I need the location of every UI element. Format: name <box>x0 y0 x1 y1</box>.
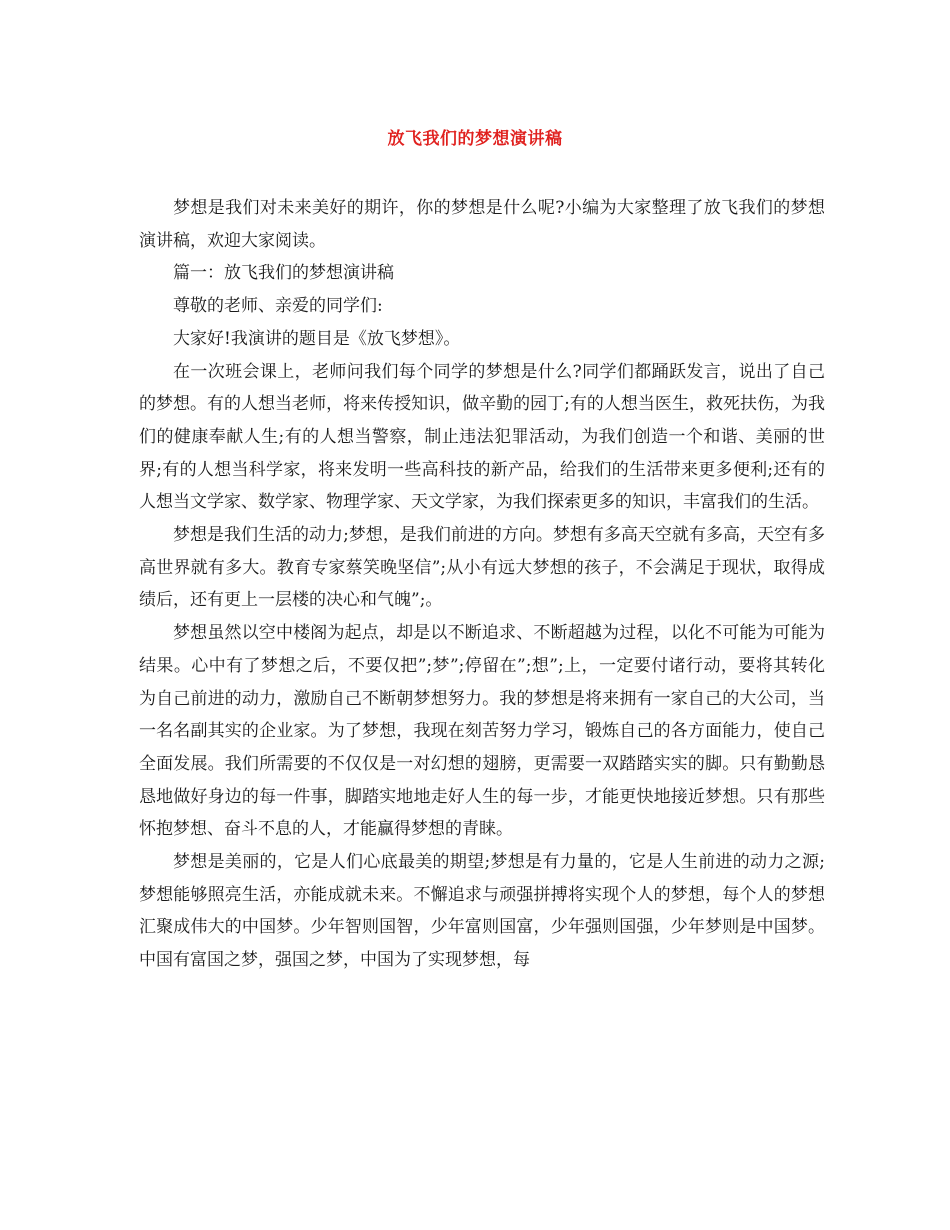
paragraph: 梦想是我们对未来美好的期许，你的梦想是什么呢?小编为大家整理了放飞我们的梦想演讲稿，欢迎大家阅读。 <box>139 198 825 251</box>
paragraph: 梦想虽然以空中楼阁为起点，却是以不断追求、不断超越为过程，以化不可能为可能为结果。心中有了梦想之后，不要仅把”;梦”;停留在”;想”;上，一定要付诸行动，要将其转化为自己前进的动力，激励自己不断朝梦想努力。我的梦想是将来拥有一家自己的大公司，当一名名副其实的企业家。为了梦想，我现在刻苦努力学习，锻炼自己的各方面能力，使自己全面发展。我们所需要的不仅仅是一对幻想的翅膀，更需要一双踏踏实实的脚。只有勤勤恳恳地做好身边的每一件事，脚踏实地地走好人生的每一步，才能更快地接近梦想。只有那些怀抱梦想、奋斗不息的人，才能赢得梦想的青睐。 <box>139 623 825 840</box>
document-body <box>139 192 825 977</box>
paragraph: 梦想是美丽的，它是人们心底最美的期望;梦想是有力量的，它是人生前进的动力之源;梦想能够照亮生活，亦能成就未来。不懈追求与顽强拼搏将实现个人的梦想，每个人的梦想汇聚成伟大的中国梦。少年智则国智，少年富则国富，少年强则国强，少年梦则是中国梦。中国有富国之梦，强国之梦，中国为了实现梦想，每 <box>139 852 825 971</box>
paragraph: 篇一：放飞我们的梦想演讲稿 <box>173 263 394 284</box>
paragraph: 梦想是我们生活的动力;梦想，是我们前进的方向。梦想有多高天空就有多高，天空有多高世界就有多大。教育专家蔡笑晚坚信”;从小有远大梦想的孩子，不会满足于现状，取得成绩后，还有更上一层楼的决心和气魄”;。 <box>139 525 825 611</box>
paragraph: 尊敬的老师、亲爱的同学们: <box>173 296 383 317</box>
paragraph: 大家好!我演讲的题目是《放飞梦想》。 <box>173 328 461 349</box>
document-title: 放飞我们的梦想演讲稿 <box>387 129 563 149</box>
paragraph: 在一次班会课上，老师问我们每个同学的梦想是什么?同学们都踊跃发言，说出了自己的梦想。有的人想当老师，将来传授知识，做辛勤的园丁;有的人想当医生，救死扶伤，为我们的健康奉献人生;有的人想当警察，制止违法犯罪活动，为我们创造一个和谐、美丽的世界;有的人想当科学家，将来发明一些高科技的新产品，给我们的生活带来更多便利;还有的人想当文学家、数学家、物理学家、天文学家，为我们探索更多的知识，丰富我们的生活。 <box>139 361 825 513</box>
